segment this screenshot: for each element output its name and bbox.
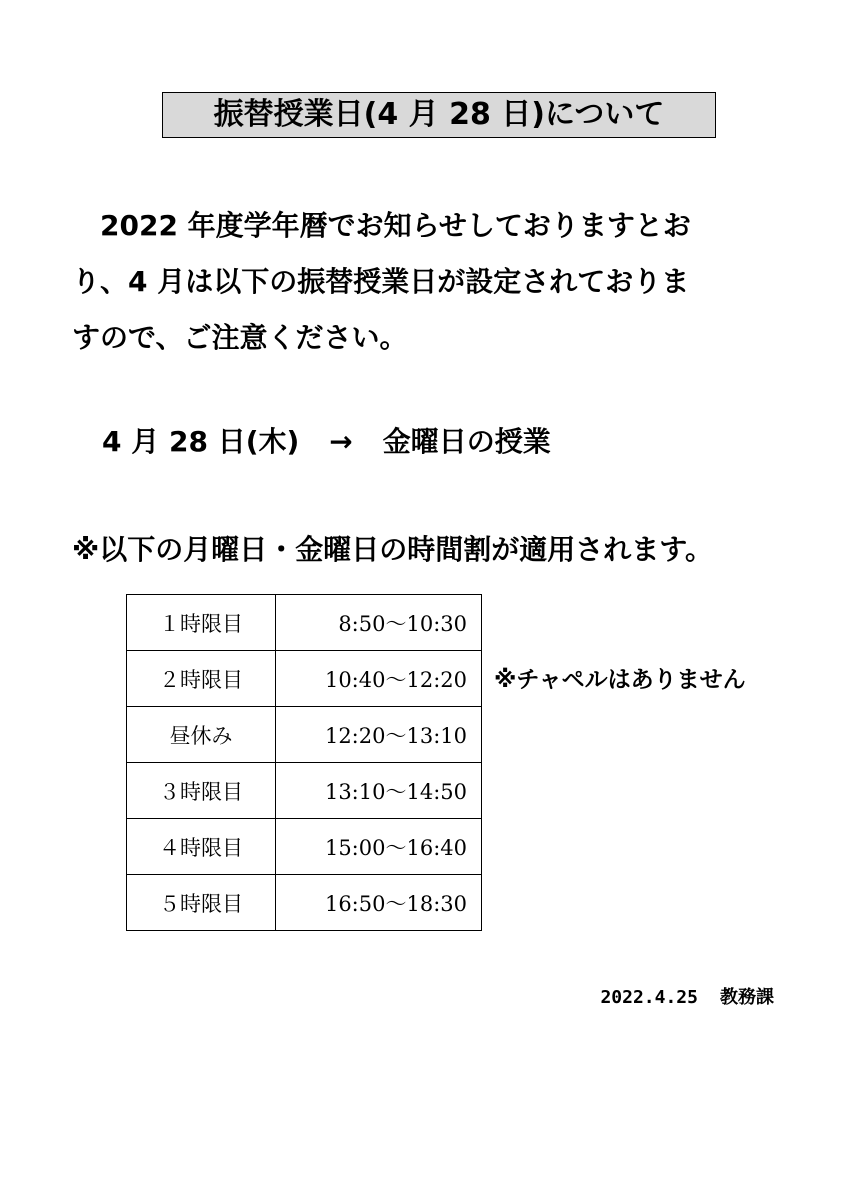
page-title: 振替授業日(4 月 28 日)について (162, 92, 716, 138)
table-row (127, 651, 482, 707)
time-cell: 8:50～10:30 (276, 595, 482, 651)
period-cell: 昼休み (127, 707, 276, 763)
time-cell: 12:20～13:10 (276, 707, 482, 763)
intro-line: すので、ご注意ください。 (72, 321, 408, 354)
time-cell: 16:50～18:30 (276, 875, 482, 931)
table-row (127, 763, 482, 819)
intro-paragraph (72, 198, 792, 366)
period-cell: ５時限目 (127, 875, 276, 931)
table-row (127, 875, 482, 931)
right-arrow-icon: → (329, 425, 353, 458)
swap-day-line (102, 420, 551, 464)
swap-date: 4 月 28 日(木) (102, 425, 300, 458)
period-cell: ２時限目 (127, 651, 276, 707)
chapel-note: ※チャペルはありません (494, 667, 746, 693)
swap-target: 金曜日の授業 (382, 425, 551, 458)
intro-line: り、4 月は以下の振替授業日が設定されておりま (72, 265, 690, 298)
time-cell: 15:00～16:40 (276, 819, 482, 875)
period-cell: １時限目 (127, 595, 276, 651)
schedule-table (126, 594, 482, 931)
period-cell: ３時限目 (127, 763, 276, 819)
time-cell: 13:10～14:50 (276, 763, 482, 819)
table-row (127, 595, 482, 651)
period-cell: ４時限目 (127, 819, 276, 875)
table-row (127, 819, 482, 875)
time-cell: 10:40～12:20 (276, 651, 482, 707)
footer-department: 教務課 (720, 987, 774, 1008)
timetable-notice: ※以下の月曜日・金曜日の時間割が適用されます。 (72, 533, 713, 566)
intro-line: 2022 年度学年暦でお知らせしておりますとお (72, 209, 691, 242)
footer-date: 2022.4.25 (600, 987, 698, 1008)
table-row (127, 707, 482, 763)
footer-signature (600, 985, 774, 1011)
